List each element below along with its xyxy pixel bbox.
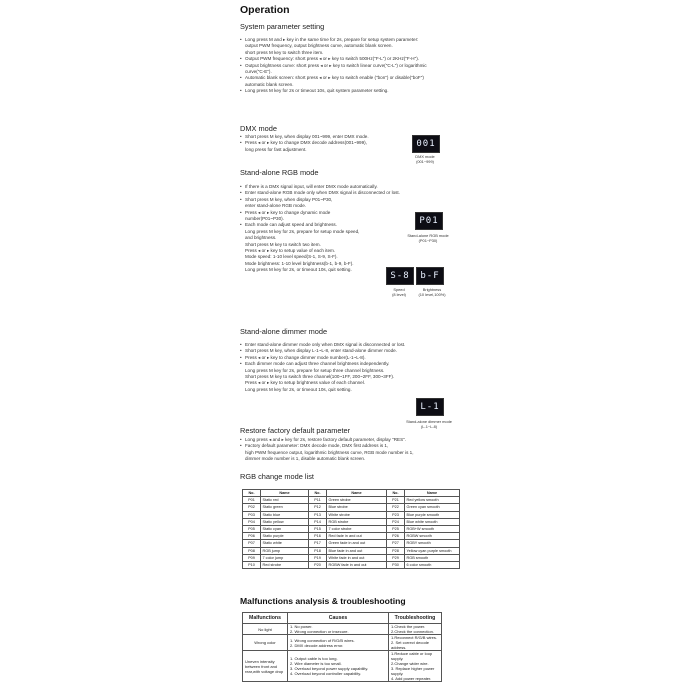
rgb-line: • Press ◂ or ▸ key to change dynamic mode [240,209,331,215]
system-line: curve("C-E"). [245,69,272,75]
dimmer-line: • Short press M key, when display L-1~L-8, enter stand-alone dimmer mode. [240,348,397,354]
dimmer-line: Long press M key for 2s, prepare for setup three channel brightness. [245,367,385,373]
mode-name-cell: 7 color strobe [327,526,387,533]
system-line: • Output brightness curve: short press ◂ or ▸ key to switch linear curve("C-L") or logarithmic [240,62,427,68]
rgb-line: Long press M key for 2s, prepare for setup mode speed, [245,228,360,234]
table-row [243,562,460,569]
malfunctions-table [242,612,442,682]
cause-line: 2. Wrong connection or insecure. [290,629,349,634]
rgb-line: number(P01~P30). [245,216,284,222]
rgb-line: • If there is a DMX signal input, will enter DMX mode automatically. [240,184,378,189]
mode-number-cell: P02 [243,504,261,511]
restore-line: dimmer mode number is 1, disable automatic blank screen. [245,456,366,462]
mode-name-cell: Static red [261,497,309,504]
header-name: Name [261,490,309,497]
cause-line: 2. DMX decode address error. [290,642,344,648]
cause-line: 1. Output cable is too long. [290,656,338,661]
mode-number-cell: P04 [243,518,261,525]
operation-title: Operation [240,4,290,16]
mode-number-cell: P03 [243,511,261,518]
mode-name-cell: Static cyan [261,526,309,533]
system-line: • Output PWM frequency: short press ◂ or ▸ key to switch 500Hz("F-L") or 2KHz("F-H"). [240,56,420,62]
mode-name-cell: Red strobe [261,562,309,569]
mode-number-cell: P24 [387,518,405,525]
dmx-lcd-caption [404,154,446,164]
restore-line: high PWM frequence output, logarithmic brightness curve, RGB mode number is 1, [245,449,414,455]
dimmer-lcd-display: L-1 [416,398,444,416]
malfunctions-header-row [243,613,442,624]
mode-name-cell: RGB smooth [405,554,460,561]
mode-name-cell: Yellow cyan purple smooth [405,547,460,554]
dimmer-text [240,342,405,393]
system-text [240,37,427,95]
rgb-speed-lcd-display: S-8 [386,267,414,285]
cause-line: 3. Overload beyond power supply capability. [290,666,369,671]
rgb-mode-lcd-display: P01 [415,212,443,230]
dmx-text [240,134,369,153]
table-row [243,540,460,547]
cause-line: 4. Overload beyond controller capability. [290,671,362,676]
table-row [243,504,460,511]
mode-number-cell: P20 [309,562,327,569]
system-line: • Long press M and ▸ key in the same time for 2s, prepare for setup system parameter: [240,37,419,42]
mode-number-cell: P28 [387,547,405,554]
mode-number-cell: P12 [309,504,327,511]
system-line: short press M key to switch three item. [245,49,324,55]
header-no: No. [243,490,261,497]
mode-number-cell: P08 [243,547,261,554]
causes-cell [288,651,389,682]
dmx-line: • Press ◂ or ▸ key to change DMX decode address(001~999), [240,140,367,146]
fix-line: 4. Add power repeater. [391,676,432,681]
mode-number-cell: P30 [387,562,405,569]
dmx-line: long press for fast adjustment. [245,146,307,152]
malfunction-cell: Uneven intensity between front and rear,with voltage drop [243,651,288,682]
dmx-lcd-display: 001 [412,135,440,153]
mode-number-cell: P07 [243,540,261,547]
mode-name-cell: 6 color smooth [405,562,460,569]
malfunction-row [243,651,442,682]
rgb-mode-caption-range: (P01~P30) [418,238,438,243]
rgb-line: and brightness. [245,235,277,241]
fix-line: 2.Change wider wire. [391,661,429,666]
fix-line: 2. Set correct decode address. [391,640,430,650]
rgb-line: enter stand-alone RGB mode. [245,203,307,209]
malfunction-cell: Wrong color [243,635,288,651]
troubleshooting-cell [389,635,442,651]
mode-name-cell: Blue fade in and out [327,547,387,554]
table-row [243,511,460,518]
mode-name-cell: White fade in and out [327,554,387,561]
cause-line: 2. Wire diameter is too small. [290,661,342,666]
fix-line: 2.Check the connection. [391,629,434,634]
mode-name-cell: Green fade in and out [327,540,387,547]
restore-text [240,437,414,463]
table-row [243,526,460,533]
causes-header: Causes [288,613,389,624]
dimmer-line: Press ◂ or ▸ key to setup brightness value of each channel. [245,380,366,386]
mode-name-cell: RGB jump [261,547,309,554]
header-name: Name [327,490,387,497]
cause-line: 1. Wrong connection of R/G/B wires. [290,637,355,643]
rgb-line: Press ◂ or ▸ key to setup value of each item. [245,248,336,254]
causes-cell [288,635,389,651]
mode-number-cell: P06 [243,533,261,540]
dimmer-line: • Press ◂ or ▸ key to change dimmer mode number(L-1~L-8). [240,354,366,360]
mode-number-cell: P26 [387,533,405,540]
mode-number-cell: P05 [243,526,261,533]
mode-name-cell: Blue white smooth [405,518,460,525]
system-line: • Long press M key for 2s or timeout 10s, quit system parameter setting. [240,88,389,94]
rgb-mode-caption-label: Stand-alone RGB mode [407,233,449,238]
mode-name-cell: Green strobe [327,497,387,504]
fix-line: 1.Reconnect R/G/B wires. [391,635,438,640]
header-no: No. [387,490,405,497]
rgb-speed-caption [382,287,416,297]
mode-name-cell: Blue strobe [327,504,387,511]
mode-number-cell: P10 [243,562,261,569]
mode-number-cell: P09 [243,554,261,561]
rgb-text [240,184,400,274]
rgb-line: Mode brightness: 1-10 level brightness(b-1, b-9, b-F). [245,260,354,266]
mode-name-cell: Static white [261,540,309,547]
rgb-speed-caption-range: (8 level) [392,292,406,297]
mode-name-cell: Static purple [261,533,309,540]
header-name: Name [405,490,460,497]
malfunctions-header: Malfunctions [243,613,288,624]
mode-name-cell: Static green [261,504,309,511]
troubleshooting-cell [389,624,442,635]
mode-number-cell: P27 [387,540,405,547]
dmx-caption-label: DMX mode [415,154,435,159]
fix-line: 3. Replace higher power supply. [391,666,435,676]
rgb-speed-caption-label: Speed [393,287,405,292]
rgb-brightness-caption-range: (10 level,100%) [418,292,446,297]
mode-number-cell: P22 [387,504,405,511]
malfunction-cell: No light [243,624,288,635]
dimmer-line: • Enter stand-alone dimmer mode only when DMX signal is disconnected or lost. [240,342,406,347]
header-no: No. [309,490,327,497]
mode-name-cell: RGBY smooth [405,540,460,547]
mode-name-cell: Blue purple smooth [405,511,460,518]
dimmer-caption-range: (L-1~L-8) [420,424,438,429]
dimmer-line: • Each dimmer mode can adjust three channel brightness independently. [240,361,390,367]
dimmer-line: Short press M key to switch three channel(100~1FF, 200~2FF, 300~3FF). [245,374,395,380]
mode-name-cell: White strobe [327,511,387,518]
restore-title: Restore factory default parameter [240,426,351,435]
mode-name-cell: RGB strobe [327,518,387,525]
mode-number-cell: P19 [309,554,327,561]
troubleshooting-cell [389,651,442,682]
fix-line: 1.Reduce cable or loop supply. [391,651,433,661]
rgb-mode-lcd-caption [398,233,458,243]
table-row [243,497,460,504]
system-title: System parameter setting [240,22,325,31]
rgb-brightness-lcd-display: b-F [416,267,444,285]
mode-name-cell: 7 color jump [261,554,309,561]
system-line: output PWM frequency, output brightness curve, automatic blank screen. [245,43,393,49]
mode-number-cell: P11 [309,497,327,504]
dimmer-title: Stand-alone dimmer mode [240,327,328,336]
table-row [243,554,460,561]
table-row [243,547,460,554]
mode-number-cell: P21 [387,497,405,504]
mode-number-cell: P18 [309,547,327,554]
malfunctions-title: Malfunctions analysis & troubleshooting [240,596,406,606]
mode-number-cell: P13 [309,511,327,518]
rgb-line: • Each mode can adjust speed and brightness. [240,222,337,228]
dimmer-line: Long press M key for 2s, or timeout 10s, quit setting. [245,386,352,392]
malfunction-row [243,624,442,635]
rgb-mode-table [242,489,460,569]
dimmer-lcd-caption [397,419,461,429]
restore-line: • Long press ◂ and ▸ key for 2s, restore factory default parameter, display "RES". [240,437,407,442]
dmx-caption-range: (001~999) [416,159,434,164]
fix-line: 1.Check the power. [391,624,426,629]
mode-name-cell: Red fade in and out [327,533,387,540]
mode-number-cell: P15 [309,526,327,533]
dmx-line: • Short press M key, when display 001~999, enter DMX mode. [240,134,369,139]
mode-number-cell: P29 [387,554,405,561]
system-line: automatic blank screen. [245,81,294,87]
dmx-title: DMX mode [240,124,277,133]
mode-number-cell: P17 [309,540,327,547]
rgb-line: Mode speed: 1-10 level speed(S-1, S-9, S-F). [245,254,338,260]
causes-cell [288,624,389,635]
mode-name-cell: Red yellow smooth [405,497,460,504]
mode-number-cell: P23 [387,511,405,518]
table-row [243,533,460,540]
table-row [243,518,460,525]
rgb-line: Short press M key to switch two item. [245,241,321,247]
mode-number-cell: P01 [243,497,261,504]
malfunction-row [243,635,442,651]
rgb-list-title: RGB change mode list [240,472,314,481]
rgb-table-header-row [243,490,460,497]
rgb-brightness-caption [412,287,452,297]
mode-number-cell: P25 [387,526,405,533]
dimmer-caption-label: Stand-alone dimmer mode [406,419,452,424]
mode-name-cell: RGBW fade in and out [327,562,387,569]
mode-name-cell: RGBW smooth [405,533,460,540]
cause-line: 1. No power. [290,624,313,629]
rgb-line: • Enter stand-alone RGB mode only when DMX signal is disconnected or lost. [240,190,400,196]
mode-name-cell: Static blue [261,511,309,518]
restore-line: • Factory default parameter: DMX decode mode, DMX first address is 1, [240,443,389,449]
mode-number-cell: P14 [309,518,327,525]
rgb-brightness-caption-label: Brightness [422,287,442,292]
troubleshooting-header: Troubleshooting [389,613,442,624]
mode-name-cell: Green cyan smooth [405,504,460,511]
mode-name-cell: Static yellow [261,518,309,525]
rgb-title: Stand-alone RGB mode [240,168,319,177]
mode-name-cell: RGB+W smooth [405,526,460,533]
rgb-line: • Short press M key, when display P01~P30, [240,196,333,202]
system-line: • Automatic blank screen: short press ◂ or ▸ key to switch enable ("bon") or disable("boF") [240,75,424,81]
rgb-line: Long press M key for 2s, or timeout 10s, quit setting. [245,267,352,273]
mode-number-cell: P16 [309,533,327,540]
